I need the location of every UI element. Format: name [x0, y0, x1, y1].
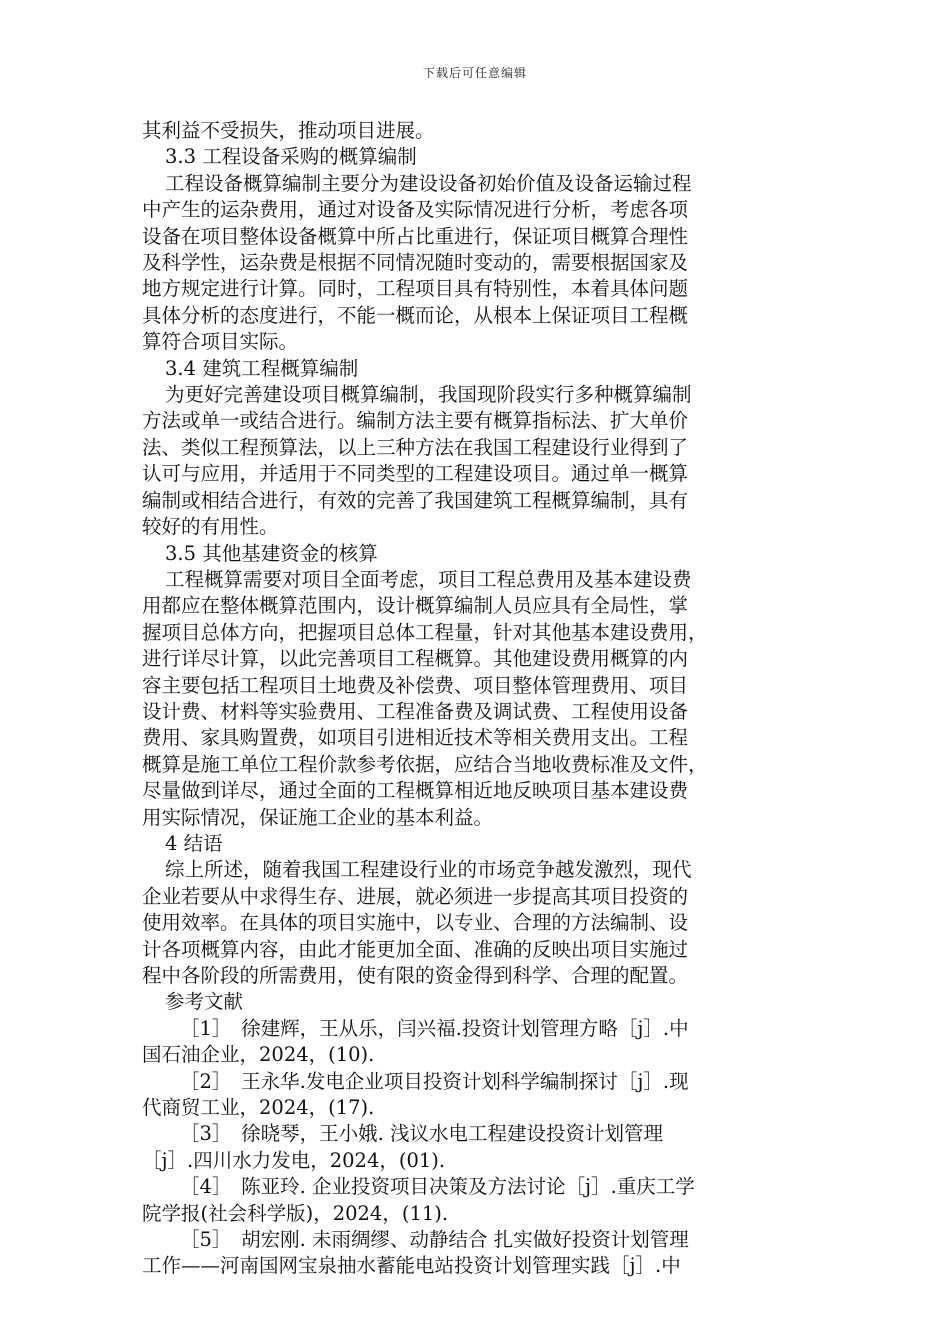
text-line: 使用效率。在具体的项目实施中，以专业、合理的方法编制、设: [142, 911, 689, 935]
text-line: 综上所述，随着我国工程建设行业的市场竞争越发激烈，现代: [165, 858, 692, 882]
text-line: 工作——河南国网宝泉抽水蓄能电站投资计划管理实践［j］.中: [142, 1254, 681, 1278]
text-line: 编制或相结合进行，有效的完善了我国建筑工程概算编制，具有: [142, 488, 689, 512]
text-line: 费用、家具购置费，如项目引进相近技术等相关费用支出。工程: [142, 726, 689, 750]
text-line: 及科学性，运杂费是根据不同情况随时变动的，需要根据国家及: [142, 251, 689, 275]
text-line: 用实际情况，保证施工企业的基本利益。: [142, 805, 494, 829]
text-line: 较好的有用性。: [142, 515, 279, 539]
text-line: 3.5 其他基建资金的核算: [165, 541, 378, 565]
text-line: 法、类似工程预算法，以上三种方法在我国工程建设行业得到了: [142, 435, 689, 459]
document-body: [142, 118, 782, 1280]
text-line: 具体分析的态度进行，不能一概而论，从根本上保证项目工程概: [142, 303, 689, 327]
text-line: ［3］ 徐晓琴，王小娥. 浅议水电工程建设投资计划管理: [180, 1122, 664, 1146]
text-line: 用都应在整体概算范围内，设计概算编制人员应具有全局性，掌: [142, 594, 689, 618]
text-line: 程中各阶段的所需费用，使有限的资金得到科学、合理的配置。: [142, 964, 689, 987]
text-line: 算符合项目实际。: [142, 330, 299, 354]
text-line: 工程设备概算编制主要分为建设设备初始价值及设备运输过程: [165, 171, 692, 195]
text-line: 工程概算需要对项目全面考虑，项目工程总费用及基本建设费: [165, 567, 692, 591]
text-line: 代商贸工业，2024，(17).: [142, 1096, 375, 1120]
text-line: 设计费、材料等实验费用、工程准备费及调试费、工程使用设备: [142, 699, 689, 723]
text-line: ［j］.四川水力发电，2024，(01).: [142, 1148, 446, 1172]
text-line: 其利益不受损失，推动项目进展。: [142, 119, 435, 142]
text-line: 企业若要从中求得生存、进展，就必须进一步提高其项目投资的: [142, 884, 689, 908]
text-line: 方法或单一或结合进行。编制方法主要有概算指标法、扩大单价: [142, 409, 689, 433]
text-line: ［1］ 徐建辉，王从乐，闫兴福.投资计划管理方略［j］.中: [180, 1016, 689, 1040]
text-line: ［4］ 陈亚玲. 企业投资项目决策及方法讨论［j］.重庆工学: [180, 1175, 695, 1199]
text-line: 4 结语: [165, 831, 223, 855]
text-line: 握项目总体方向，把握项目总体工程量，针对其他基本建设费用，: [142, 620, 708, 644]
text-line: 认可与应用，并适用于不同类型的工程建设项目。通过单一概算: [142, 462, 689, 486]
text-line: 计各项概算内容，由此才能更加全面、准确的反映出项目实施过: [142, 937, 689, 961]
text-line: 地方规定进行计算。同时，工程项目具有特别性，本着具体问题: [142, 277, 689, 301]
text-line: 国石油企业，2024，(10).: [142, 1043, 375, 1067]
text-line: 进行详尽计算，以此完善项目工程概算。其他建设费用概算的内: [142, 647, 689, 671]
text-line: 参考文献: [165, 990, 244, 1014]
text-line: 3.4 建筑工程概算编制: [165, 356, 359, 380]
text-line: 容主要包括工程项目土地费及补偿费、项目整体管理费用、项目: [142, 673, 689, 697]
text-line: 院学报(社会科学版)，2024，(11).: [142, 1201, 449, 1225]
text-line: ［2］ 王永华.发电企业项目投资计划科学编制探讨［j］.现: [180, 1069, 689, 1093]
text-line: 中产生的运杂费用，通过对设备及实际情况进行分析，考虑各项: [142, 198, 689, 222]
text-line: 设备在项目整体设备概算中所占比重进行，保证项目概算合理性: [142, 224, 689, 248]
page-header: 下载后可任意编辑: [422, 66, 527, 80]
text-line: ［5］ 胡宏刚. 未雨绸缪、动静结合 扎实做好投资计划管理: [180, 1228, 689, 1252]
text-line: 3.3 工程设备采购的概算编制: [165, 145, 417, 169]
text-line: 概算是施工单位工程价款参考依据，应结合当地收费标准及文件，: [142, 752, 708, 776]
text-line: 尽量做到详尽，通过全面的工程概算相近地反映项目基本建设费: [142, 779, 689, 803]
text-line: 为更好完善建设项目概算编制，我国现阶段实行多种概算编制: [165, 383, 692, 407]
